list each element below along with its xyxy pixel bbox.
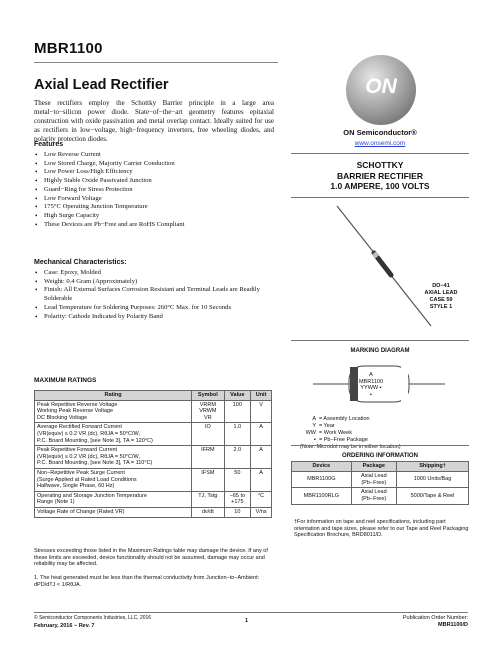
page-title: Axial Lead Rectifier	[34, 77, 169, 93]
table-cell: 1.0	[224, 423, 251, 446]
marking-diagram-heading: MARKING DIAGRAM	[350, 348, 410, 354]
table-cell: MBR1100RLG	[292, 488, 352, 505]
table-cell: Peak Repetitive Reverse Voltage Working Peak Reverse Voltage DC Blocking Voltage	[35, 400, 192, 423]
table-row	[292, 471, 469, 488]
device-heading-line: SCHOTTKY	[356, 160, 404, 170]
table-row	[292, 488, 469, 505]
list-item: • Low Reverse Current	[34, 151, 278, 160]
table-cell: 100	[224, 400, 251, 423]
table-cell: V	[251, 400, 272, 423]
table-cell: Axial Lead (Pb−Free)	[351, 471, 396, 488]
table-cell: 10	[224, 507, 251, 517]
table-header-cell: Device	[292, 462, 352, 472]
table-cell: IFRM	[192, 446, 224, 469]
legend-note: (Note: Microdot may be in either location)	[300, 444, 401, 450]
table-cell: A	[251, 446, 272, 469]
logo-text: ON	[365, 75, 397, 98]
list-item: • 175°C Operating Junction Temperature	[34, 203, 278, 212]
table-cell: Average Rectified Forward Current (VR(equiv) ≤ 0.2 VR (dc), RθJA = 50°C/W, P.C. Board Mounting, [see Note 3], TA = 120°C)	[35, 423, 192, 446]
table-cell: °C	[251, 491, 272, 507]
package-line: DO−41	[432, 283, 450, 289]
company-name: ON Semiconductor®	[343, 128, 417, 137]
legend-key: A	[312, 416, 316, 422]
divider	[291, 445, 469, 446]
mechanical-heading: Mechanical Characteristics:	[34, 259, 127, 266]
publication-number: MBR1100/D	[438, 622, 468, 628]
legend-value: = Work Week	[319, 430, 352, 436]
list-item: • High Surge Capacity	[34, 212, 278, 221]
table-cell: −65 to +175	[224, 491, 251, 507]
table-cell: Non−Repetitive Peak Surge Current (Surge Applied at Rated Load Conditions Halfwave, Single Phase, 60 Hz)	[35, 468, 192, 491]
website-link[interactable]: www.onsemi.com	[354, 140, 406, 147]
copyright: © Semiconductor Components Industries, LLC, 2016	[34, 615, 152, 621]
intro-paragraph: These rectifiers employ the Schottky Barrier principle in a large area metal−to−silicon power diode. State−of−the−art geometry features epitaxial construction with oxide passivation and metal overlap contact. Ideally suited for use as rectifiers in low−voltage, high−frequency inverters, free wheeling diodes, and polarity protection diodes.	[34, 99, 274, 143]
table-cell: Operating and Storage Junction Temperature Range (Note 1)	[35, 491, 192, 507]
device-heading	[291, 160, 469, 192]
table-header-cell: Symbol	[192, 391, 224, 401]
footer-rule	[34, 612, 468, 613]
package-line: AXIAL LEAD	[424, 290, 458, 296]
max-ratings-table	[34, 390, 272, 518]
table-header-cell: Value	[224, 391, 251, 401]
table-cell: A	[251, 423, 272, 446]
revision-date: February, 2016 − Rev. 7	[34, 623, 95, 629]
table-cell: Peak Repetitive Forward Current (VR(equiv) ≤ 0.2 VR (dc), RθJA = 50°C/W, P.C. Board Mounting, [see Note 3], TA = 110°C)	[35, 446, 192, 469]
note-1: 1. The heat generated must be less than the thermal conductivity from Junction−to−Ambient: dPD/dTJ < 1/RθJA.	[34, 575, 260, 588]
table-header-cell: Unit	[251, 391, 272, 401]
table-cell: MBR1100G	[292, 471, 352, 488]
table-header-cell: Package	[351, 462, 396, 472]
table-cell: TJ, Tstg	[192, 491, 224, 507]
table-cell: 5000/Tape & Reel	[396, 488, 468, 505]
mechanical-list	[34, 269, 278, 321]
device-heading-line: BARRIER RECTIFIER	[337, 170, 423, 181]
table-cell: VRRM VRWM VR	[192, 400, 224, 423]
table-row	[35, 446, 272, 469]
legend-row	[300, 437, 401, 444]
list-item: • Low Stored Charge, Majority Carrier Conduction	[34, 160, 278, 169]
legend-value: = Assembly Location	[319, 416, 370, 422]
divider	[291, 340, 469, 341]
marking-line: ▪	[370, 391, 372, 398]
table-cell: dv/dt	[192, 507, 224, 517]
features-heading: Features	[34, 141, 64, 148]
title-rule	[34, 62, 278, 63]
table-cell: IFSM	[192, 468, 224, 491]
legend-key: ▪	[314, 437, 316, 443]
table-row	[35, 400, 272, 423]
table-row	[35, 491, 272, 507]
ordering-table	[291, 461, 469, 505]
marking-line: MBR1100	[358, 378, 384, 385]
list-item: • Lead Temperature for Soldering Purposes: 260°C Max. for 10 Seconds	[34, 304, 278, 313]
axial-diode-drawing	[291, 200, 469, 332]
table-cell: 50	[224, 468, 251, 491]
table-cell: A	[251, 468, 272, 491]
legend-row	[300, 430, 401, 437]
list-item: • These Devices are Pb−Free and are RoHS Compliant	[34, 221, 278, 230]
package-line: CASE 59	[429, 297, 453, 303]
device-heading-line: 1.0 AMPERE, 100 VOLTS	[330, 181, 430, 191]
legend-value: = Year	[319, 423, 335, 429]
marking-line: A	[369, 372, 373, 378]
table-cell: 1000 Units/Bag	[396, 471, 468, 488]
list-item: • Low Power Loss/High Efficiency	[34, 168, 278, 177]
publication-order	[360, 615, 468, 629]
ordering-note: †For information on tape and reel specifications, including part orientation and tape sizes, please refer to our Tape and Reel Packaging Specification Brochure, BRD8011/D.	[294, 519, 469, 539]
publication-label: Publication Order Number:	[402, 615, 468, 621]
legend-key: Y	[312, 423, 316, 429]
list-item: • Low Forward Voltage	[34, 195, 278, 204]
table-row	[35, 423, 272, 446]
table-cell: 2.0	[224, 446, 251, 469]
ordering-heading: ORDERING INFORMATION	[342, 453, 418, 459]
package-label	[415, 283, 467, 311]
marking-text	[355, 372, 387, 398]
package-line: STYLE 1	[429, 304, 453, 310]
legend-row	[300, 423, 401, 430]
list-item: • Polarity: Cathode Indicated by Polarity Band	[34, 313, 278, 322]
legend-row	[300, 416, 401, 423]
list-item: • Guard−Ring for Stress Protection	[34, 186, 278, 195]
legend-key: WW	[305, 430, 316, 436]
marking-line: YYWW ▪	[360, 385, 382, 391]
stress-note: Stresses exceeding those listed in the Maximum Ratings table may damage the device. If any of these limits are exceeded, device functionality should not be assumed, damage may occur and reliability may be affected.	[34, 548, 268, 568]
list-item: • Weight: 0.4 Gram (Approximately)	[34, 278, 278, 287]
legend-value: = Pb−Free Package	[319, 437, 368, 443]
list-item: • Highly Stable Oxide Passivated Junction	[34, 177, 278, 186]
part-number: MBR1100	[34, 40, 103, 57]
page-number: 1	[245, 618, 249, 624]
table-header-cell: Shipping†	[396, 462, 468, 472]
table-cell: Axial Lead (Pb−Free)	[351, 488, 396, 505]
table-cell: IO	[192, 423, 224, 446]
table-row	[35, 507, 272, 517]
divider	[291, 153, 469, 154]
list-item: • Case: Epoxy, Molded	[34, 269, 278, 278]
table-header-cell: Rating	[35, 391, 192, 401]
list-item: • Finish: All External Surfaces Corrosion Resistant and Terminal Leads are Readily Solderable	[34, 286, 278, 303]
divider	[291, 197, 469, 198]
table-cell: V/ns	[251, 507, 272, 517]
table-row	[35, 468, 272, 491]
features-list	[34, 151, 278, 229]
table-cell: Voltage Rate of Change (Rated VR)	[35, 507, 192, 517]
max-ratings-heading: MAXIMUM RATINGS	[34, 377, 97, 384]
